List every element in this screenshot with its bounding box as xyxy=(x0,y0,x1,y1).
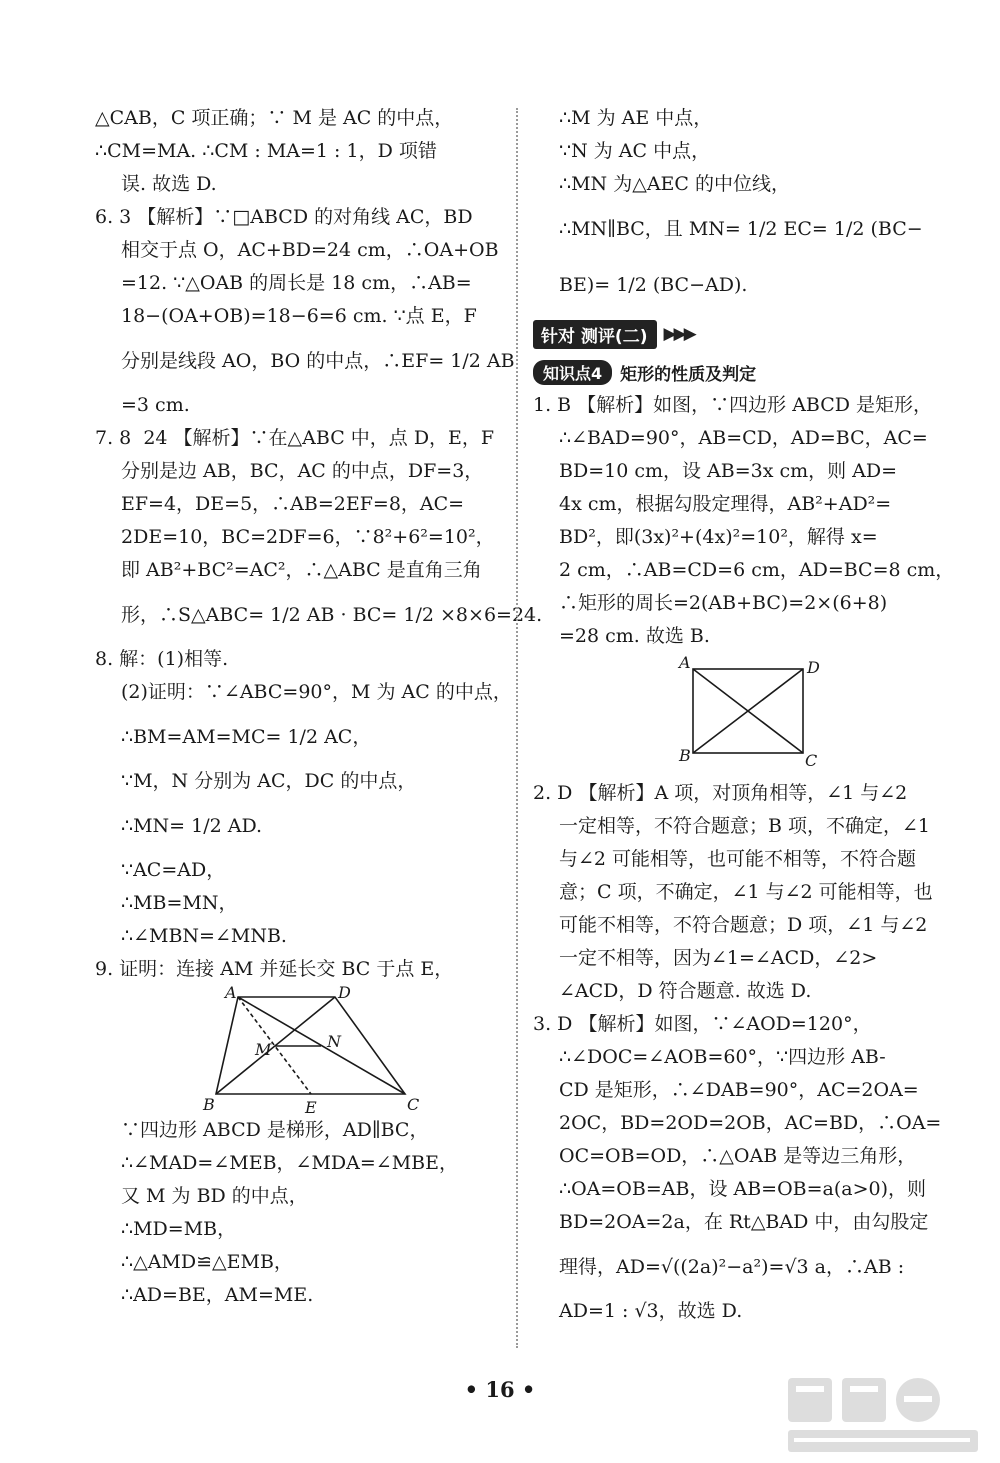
label-b: B xyxy=(679,746,691,765)
text-line: ∴△AMD≌△EMB， xyxy=(121,1251,293,1273)
text-line: 2DE=10，BC=2DF=6，∵8²+6²=10²， xyxy=(121,526,495,548)
text-line: ∴∠MAD=∠MEB，∠MDA=∠MBE， xyxy=(121,1152,458,1174)
text-line: ∵四边形 ABCD 是梯形，AD∥BC， xyxy=(121,1119,429,1141)
label-d: D xyxy=(338,986,351,1002)
text-line: ∴MN= 1/2 AD. xyxy=(121,815,263,837)
label-a: A xyxy=(225,986,237,1002)
text-line: ∴AD=BE，AM=ME. xyxy=(121,1284,314,1306)
label-c: C xyxy=(407,1095,420,1114)
text-line: ∴∠MBN=∠MNB. xyxy=(121,925,287,947)
text-line: =12. ∵△OAB 的周长是 18 cm，∴AB= xyxy=(121,272,472,294)
text-line: EF=4，DE=5，∴AB=2EF=8，AC= xyxy=(121,493,465,515)
label-m: M xyxy=(255,1040,272,1059)
text-line: 意；C 项，不确定，∠1 与∠2 可能相等，也 xyxy=(559,881,933,903)
text-line: ∴矩形的周长=2(AB+BC)=2×(6+8) xyxy=(559,592,888,614)
text-line: 2. D 【解析】A 项，对顶角相等，∠1 与∠2 xyxy=(533,782,908,804)
knowledge-point-tag: 知识点4 xyxy=(533,360,612,385)
text-line: ∴MN∥BC，且 MN= 1/2 EC= 1/2 (BC− xyxy=(559,218,923,240)
text-line: ∴∠DOC=∠AOB=60°，∵四边形 AB- xyxy=(559,1046,886,1068)
knowledge-point-title: 矩形的性质及判定 xyxy=(620,364,757,385)
text-line: 6. 3 【解析】∵□ABCD 的对角线 AC，BD xyxy=(95,206,473,228)
text-line: 7. 8 24 【解析】∵在△ABC 中，点 D，E，F xyxy=(95,427,495,449)
text-line: 3. D 【解析】如图，∵∠AOD=120°， xyxy=(533,1013,872,1035)
text-line: 2 cm，∴AB=CD=6 cm，AD=BC=8 cm， xyxy=(559,559,955,581)
text-line: 可能不相等，不符合题意；D 项，∠1 与∠2 xyxy=(559,914,928,936)
text-line: ∴OA=OB=AB，设 AB=OB=a(a>0)，则 xyxy=(559,1178,927,1200)
text-line: ∴CM=MA. ∴CM : MA=1 : 1，D 项错 xyxy=(95,140,437,162)
text-line: 2OC，BD=2OD=2OB，AC=BD，∴OA= xyxy=(559,1112,942,1134)
text-line: AD=1 : √3，故选 D. xyxy=(559,1300,743,1322)
text-line: ∵N 为 AC 中点， xyxy=(559,140,711,162)
text-line: 一定不相等，因为∠1=∠ACD，∠2> xyxy=(559,947,878,969)
label-e: E xyxy=(305,1098,317,1114)
section-banner xyxy=(533,313,943,355)
text-line: ∠ACD，D 符合题意. 故选 D. xyxy=(559,980,812,1002)
text-line: ∴MN 为△AEC 的中位线， xyxy=(559,173,790,195)
label-d: D xyxy=(807,658,820,677)
text-line: ∴∠BAD=90°，AB=CD，AD=BC，AC= xyxy=(559,427,928,449)
text-line: 与∠2 可能相等，也可能不相等，不符合题 xyxy=(559,848,917,870)
text-line: ∴MB=MN， xyxy=(121,892,238,914)
label-b: B xyxy=(203,1095,215,1114)
text-line: BD=2OA=2a，在 Rt△BAD 中，由勾股定 xyxy=(559,1211,929,1233)
column-divider xyxy=(516,108,518,1348)
label-a: A xyxy=(679,653,691,672)
knowledge-point-heading xyxy=(533,355,943,389)
trapezoid-figure xyxy=(95,986,503,1114)
text-line: BE)= 1/2 (BC−AD). xyxy=(559,274,748,296)
watermark-logo xyxy=(780,1372,985,1458)
text-line: 又 M 为 BD 的中点， xyxy=(121,1185,308,1207)
text-line: 形，∴S△ABC= 1/2 AB · BC= 1/2 ×8×6=24. xyxy=(121,604,543,626)
text-line: 分别是边 AB，BC，AC 的中点，DF=3， xyxy=(121,460,484,482)
text-line: 18−(OA+OB)=18−6=6 cm. ∵点 E，F xyxy=(121,305,477,327)
text-line: 误. 故选 D. xyxy=(121,173,217,195)
text-line: 相交于点 O，AC+BD=24 cm，∴OA+OB xyxy=(121,239,499,261)
text-line: OC=OB=OD，∴△OAB 是等边三角形， xyxy=(559,1145,917,1167)
arrow-icon: ▶▶▶ xyxy=(663,324,694,344)
text-line: 9. 证明：连接 AM 并延长交 BC 于点 E， xyxy=(95,958,454,980)
text-line: 4x cm，根据勾股定理得，AB²+AD²= xyxy=(559,493,892,515)
text-line: 即 AB²+BC²=AC²，∴△ABC 是直角三角 xyxy=(121,559,482,581)
right-column xyxy=(533,102,955,1328)
text-line: ∴M 为 AE 中点， xyxy=(559,107,713,129)
text-line: BD=10 cm，设 AB=3x cm，则 AD= xyxy=(559,460,898,482)
text-line: CD 是矩形，∴∠DAB=90°，AC=2OA= xyxy=(559,1079,919,1101)
label-n: N xyxy=(327,1032,341,1051)
text-line: ∵AC=AD， xyxy=(121,859,226,881)
rectangle-figure xyxy=(533,653,943,777)
text-line: 8. 解：(1)相等. xyxy=(95,648,229,670)
text-line: =28 cm. 故选 B. xyxy=(559,625,710,647)
page-number: • 16 • xyxy=(464,1377,536,1402)
text-line: 一定相等，不符合题意；B 项，不确定，∠1 xyxy=(559,815,931,837)
text-line: ∴BM=AM=MC= 1/2 AC， xyxy=(121,726,372,748)
label-c: C xyxy=(805,751,818,770)
text-line: ∵M，N 分别为 AC，DC 的中点， xyxy=(121,770,417,792)
text-line: BD²，即(3x)²+(4x)²=10²，解得 x= xyxy=(559,526,878,548)
left-column xyxy=(95,102,543,1312)
banner-label: 针对 测评(二) xyxy=(533,320,657,349)
text-line: =3 cm. xyxy=(121,394,190,416)
text-line: 理得，AD=√((2a)²−a²)=√3 a，∴AB : xyxy=(559,1256,905,1278)
text-line: ∴MD=MB， xyxy=(121,1218,237,1240)
text-line: 1. B 【解析】如图，∵四边形 ABCD 是矩形， xyxy=(533,394,933,416)
text-line: △CAB，C 项正确；∵ M 是 AC 的中点， xyxy=(95,107,454,129)
text-line: 分别是线段 AO，BO 的中点，∴EF= 1/2 AB xyxy=(121,350,515,372)
text-line: (2)证明：∵∠ABC=90°，M 为 AC 的中点， xyxy=(121,681,512,703)
